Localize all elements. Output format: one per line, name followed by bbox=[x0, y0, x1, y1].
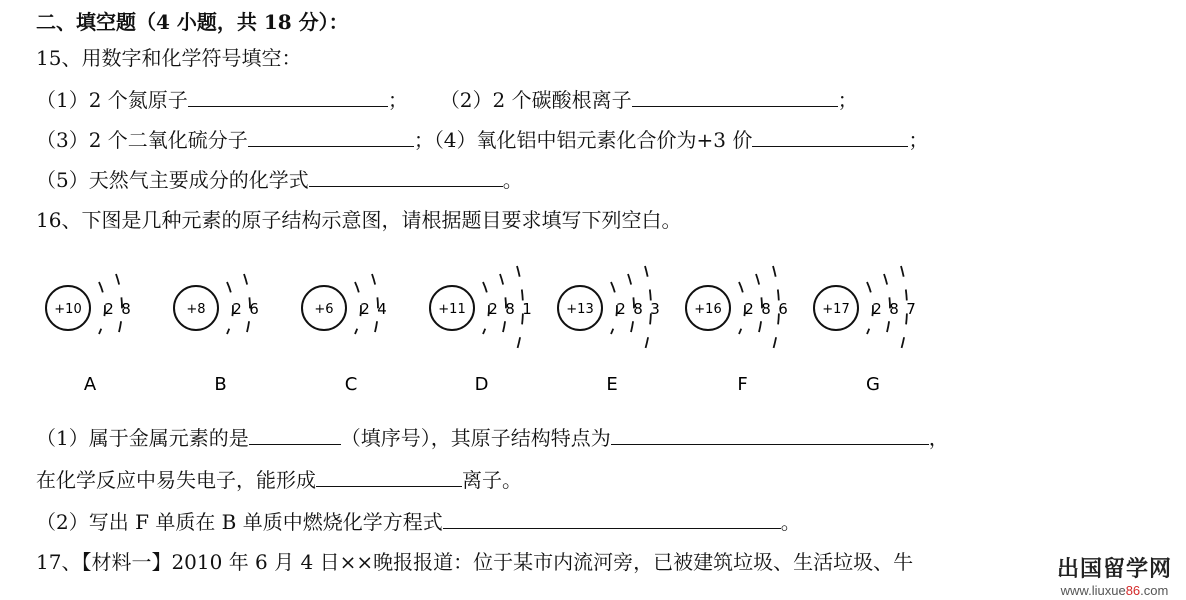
q16-part1-row-2 bbox=[36, 466, 522, 494]
q15-item-1: （1）2 个氮原子 bbox=[36, 88, 188, 112]
atom-structure-diagram bbox=[28, 252, 928, 412]
shell-electron-count: 2 bbox=[616, 300, 626, 318]
q15-item-3: （3）2 个二氧化硫分子 bbox=[36, 128, 248, 152]
nucleus-charge: +6 bbox=[314, 302, 334, 317]
watermark-text: 出国留学网 bbox=[1056, 557, 1172, 582]
watermark-url: www.liuxue86.com bbox=[1060, 583, 1169, 598]
q15-sep-4: ； bbox=[908, 128, 929, 152]
atom-G bbox=[814, 266, 916, 395]
q15-item-4: （4）氧化铝中铝元素化合价为+3 价 bbox=[433, 128, 753, 152]
q16-p1c: ， bbox=[928, 426, 949, 450]
q16-part2-row bbox=[36, 508, 801, 536]
q16-stem: 16、下图是几种元素的原子结构示意图，请根据题目要求填写下列空白。 bbox=[36, 208, 682, 232]
shell-electron-count: 4 bbox=[377, 300, 387, 318]
shell-electron-count: 2 bbox=[872, 300, 882, 318]
atom-letter: E bbox=[606, 374, 618, 395]
q15-blank-1[interactable] bbox=[188, 86, 388, 107]
atom-letter: F bbox=[737, 374, 748, 395]
nucleus-charge: +10 bbox=[54, 302, 82, 317]
q15-stem: 15、用数字和化学符号填空： bbox=[36, 46, 302, 70]
shell-electron-count: 2 bbox=[488, 300, 498, 318]
shell-electron-count: 2 bbox=[104, 300, 114, 318]
q15-end: 。 bbox=[502, 168, 523, 192]
section-title: 二、填空题（4 小题，共 18 分）： bbox=[36, 10, 349, 34]
q15-row-3 bbox=[36, 166, 523, 194]
shell-electron-count: 3 bbox=[650, 300, 660, 318]
atom-letter: C bbox=[344, 374, 358, 395]
shell-electron-count: 2 bbox=[744, 300, 754, 318]
atom-letter: A bbox=[83, 374, 97, 395]
q16-blank-1[interactable] bbox=[249, 424, 341, 445]
q15-sep-1: ； bbox=[387, 88, 408, 112]
atom-A bbox=[46, 274, 131, 395]
q16-blank-4[interactable] bbox=[443, 508, 781, 529]
q15-row-2 bbox=[36, 126, 928, 154]
q15-item-5: （5）天然气主要成分的化学式 bbox=[36, 168, 309, 192]
atom-letter: G bbox=[866, 374, 880, 395]
q15-blank-3[interactable] bbox=[248, 126, 414, 147]
shell-electron-count: 6 bbox=[249, 300, 259, 318]
q15-item-2: （2）2 个碳酸根离子 bbox=[439, 88, 632, 112]
nucleus-charge: +8 bbox=[186, 302, 206, 317]
shell-electron-count: 2 bbox=[360, 300, 370, 318]
q15-sep-3: ； bbox=[413, 128, 434, 152]
nucleus-charge: +16 bbox=[694, 302, 722, 317]
q17-stem: 17、【材料一】2010 年 6 月 4 日××晚报报道：位于某市内流河旁，已被建筑垃圾、生活垃圾、牛 bbox=[36, 550, 914, 574]
atom-E bbox=[558, 266, 660, 395]
shell-electron-count: 1 bbox=[522, 300, 532, 318]
shell-electron-count: 2 bbox=[232, 300, 242, 318]
shell-electron-count: 8 bbox=[633, 300, 643, 318]
q16-p1b: （填序号），其原子结构特点为 bbox=[340, 426, 611, 450]
nucleus-charge: +11 bbox=[438, 302, 466, 317]
q16-p1e: 离子。 bbox=[462, 468, 522, 492]
atom-C bbox=[302, 274, 387, 395]
q16-p1a: （1）属于金属元素的是 bbox=[36, 426, 249, 450]
shell-electron-count: 8 bbox=[505, 300, 515, 318]
shell-electron-count: 8 bbox=[761, 300, 771, 318]
atom-letter: B bbox=[214, 374, 227, 395]
q16-p1d: 在化学反应中易失电子，能形成 bbox=[36, 468, 316, 492]
shell-electron-count: 7 bbox=[906, 300, 916, 318]
q16-blank-2[interactable] bbox=[611, 424, 929, 445]
nucleus-charge: +17 bbox=[822, 302, 850, 317]
atom-B bbox=[174, 274, 259, 395]
shell-electron-count: 6 bbox=[778, 300, 788, 318]
nucleus-charge: +13 bbox=[566, 302, 594, 317]
q16-p2: （2）写出 F 单质在 B 单质中燃烧化学方程式 bbox=[36, 510, 443, 534]
q16-part1-row bbox=[36, 424, 949, 452]
q16-end: 。 bbox=[780, 510, 801, 534]
q15-row-1 bbox=[36, 86, 858, 114]
q16-blank-3[interactable] bbox=[316, 466, 462, 487]
atom-D bbox=[430, 266, 532, 395]
site-watermark bbox=[1057, 552, 1172, 598]
q15-blank-2[interactable] bbox=[632, 86, 838, 107]
q15-blank-4[interactable] bbox=[752, 126, 908, 147]
atom-letter: D bbox=[474, 374, 489, 395]
atom-F bbox=[686, 266, 788, 395]
q15-sep-2: ； bbox=[837, 88, 858, 112]
q15-blank-5[interactable] bbox=[309, 166, 503, 187]
shell-electron-count: 8 bbox=[889, 300, 899, 318]
shell-electron-count: 8 bbox=[121, 300, 131, 318]
